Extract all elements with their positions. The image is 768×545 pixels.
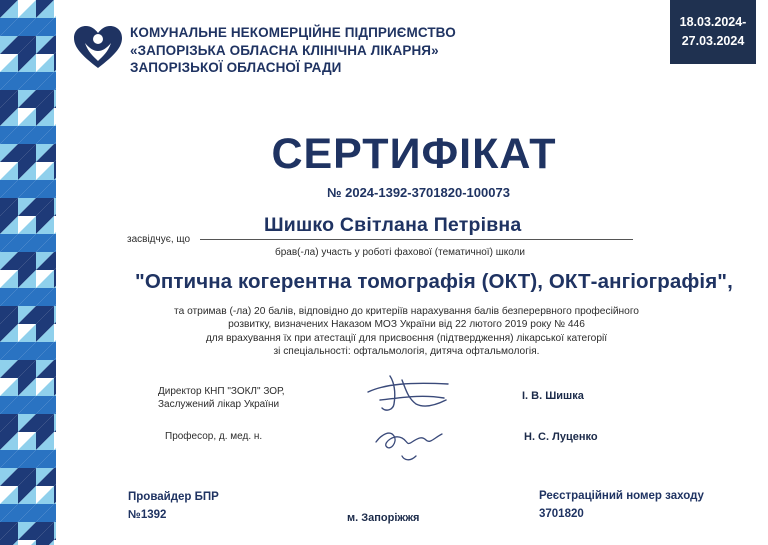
- registration-number: 3701820: [539, 508, 584, 520]
- signatory-1-role-line-2: Заслужений лікар України: [158, 398, 280, 410]
- name-underline: [200, 239, 633, 240]
- certificate-title: СЕРТИФІКАТ: [271, 130, 557, 178]
- city: м. Запоріжжя: [347, 512, 420, 524]
- date-end: 27.03.2024: [681, 34, 745, 48]
- border-triangle: [54, 288, 56, 306]
- border-triangle: [54, 234, 56, 252]
- body-line: для врахування їх при атестації для присвоєння (підтвердження) лікарської категорії: [205, 332, 608, 344]
- body-line: та отримав (-ла) 20 балів, відповідно до критеріїв нарахування балів безперервного професійного: [174, 306, 639, 317]
- border-triangle: [54, 198, 56, 216]
- border-triangle: [54, 180, 56, 198]
- body-line: розвитку, визначених Наказом МОЗ України від 22 лютого 2019 року № 446: [228, 319, 585, 331]
- border-triangle: [54, 54, 56, 72]
- border-triangle: [54, 108, 56, 126]
- signature-2: [372, 416, 462, 466]
- border-triangle: [54, 468, 56, 486]
- border-triangle: [54, 396, 56, 414]
- certifies-label: засвідчує, що: [127, 234, 191, 245]
- border-triangle: [54, 522, 56, 540]
- signatory-1-role: [158, 386, 285, 411]
- border-triangle: [54, 378, 56, 396]
- signatory-1-role-line-1: Директор КНП "ЗОКЛ" ЗОР,: [158, 386, 285, 397]
- signatory-2-role-line-1: Професор, д. мед. н.: [165, 431, 263, 442]
- registration-label: Реєстраційний номер заходу: [539, 490, 704, 502]
- date-start: 18.03.2024-: [679, 15, 747, 29]
- border-triangle: [54, 90, 56, 108]
- border-triangle: [54, 270, 56, 288]
- course-title: "Оптична когерентна томографія (ОКТ), ОКТ-ангіографія",: [135, 270, 733, 293]
- signatory-2-role: [165, 431, 262, 444]
- border-triangle: [54, 360, 56, 378]
- border-triangle: [54, 216, 56, 234]
- border-triangle: [54, 414, 56, 432]
- recipient-name: Шишко Світлана Петрівна: [264, 214, 522, 236]
- border-triangle: [54, 432, 56, 450]
- border-triangle: [54, 450, 56, 468]
- provider-number: №1392: [128, 509, 167, 521]
- signatory-1-name: І. В. Шишка: [522, 390, 584, 402]
- hospital-logo: [73, 25, 123, 69]
- organization-name: [130, 24, 456, 77]
- certificate-body: [0, 305, 768, 359]
- border-triangle: [54, 36, 56, 54]
- participation-text: брав(-ла) участь у роботі фахової (тематичної) школи: [275, 247, 525, 258]
- border-triangle: [54, 486, 56, 504]
- certificate-number: № 2024-1392-3701820-100073: [327, 185, 510, 200]
- registration-block: [539, 487, 704, 523]
- border-triangle: [54, 540, 56, 545]
- body-line: зі спеціальності: офтальмологія, дитяча офтальмологія.: [273, 346, 540, 358]
- provider-block: [128, 488, 219, 524]
- organization-line-2: «ЗАПОРІЗЬКА ОБЛАСНА КЛІНІЧНА ЛІКАРНЯ»: [130, 42, 439, 58]
- border-triangle: [54, 504, 56, 522]
- decorative-border-pattern: [0, 0, 56, 545]
- signatory-2-name: Н. С. Луценко: [524, 431, 598, 443]
- border-triangle: [54, 72, 56, 90]
- organization-line-1: КОМУНАЛЬНЕ НЕКОМЕРЦІЙНЕ ПІДПРИЄМСТВО: [130, 25, 456, 40]
- border-triangle: [54, 0, 56, 18]
- organization-line-3: ЗАПОРІЗЬКОЇ ОБЛАСНОЇ РАДИ: [130, 60, 342, 75]
- signature-1: [360, 370, 460, 415]
- provider-label: Провайдер БПР: [128, 491, 219, 503]
- border-triangle: [54, 18, 56, 36]
- border-triangle: [54, 252, 56, 270]
- date-range-badge: [670, 0, 756, 64]
